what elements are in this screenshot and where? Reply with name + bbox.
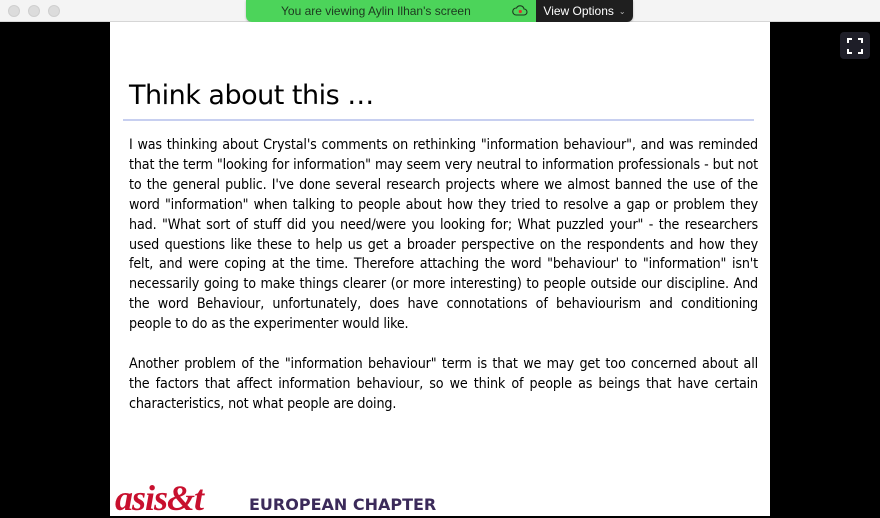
slide-body [129,136,758,435]
zoom-window-button[interactable] [48,5,60,17]
view-options-label: View Options [543,4,614,18]
view-options-button[interactable] [536,0,633,22]
fullscreen-button[interactable] [840,32,870,59]
share-status [246,0,536,22]
share-status-text: You are viewing Aylin Ilhan's screen [281,4,471,18]
cloud-record-icon[interactable] [512,4,528,17]
chevron-down-icon: ⌄ [618,6,626,16]
screen-share-banner [246,0,633,22]
asist-logo: asis&t [115,478,204,518]
slide-paragraph: I was thinking about Crystal's comments on rethinking "information behaviour", and was reminded that the term "looking for information" may seem very neutral to information professionals - but not to the general public. I've done several research projects where we almost banned the use of the word "information" when talking to people about how they tried to resolve a gap or problem they had. "What sort of stuff did you need/were you looking for; What puzzled your" - the researchers used questions like these to help us get a broader perspective on the respondents and how they felt, and were coping at the time. Therefore attaching the word "behaviour' to "information" isn't necessarily going to make things clearer (or more interesting) to people outside our discipline. And the word Behaviour, unfortunately, does have connotations of behaviourism and conditioning people to do as the experimenter would like. [129,137,758,333]
title-divider [123,119,754,121]
chapter-label: EUROPEAN CHAPTER [249,495,437,514]
close-window-button[interactable] [8,5,20,17]
slide-paragraph: Another problem of the "information behaviour" term is that we may get too concerned about all the factors that affect information behaviour, so we think of people as beings that have certain characteristics, not what people are doing. [129,355,758,412]
fullscreen-icon [847,38,863,54]
shared-slide [110,22,770,516]
slide-title: Think about this … [129,80,374,111]
minimize-window-button[interactable] [28,5,40,17]
